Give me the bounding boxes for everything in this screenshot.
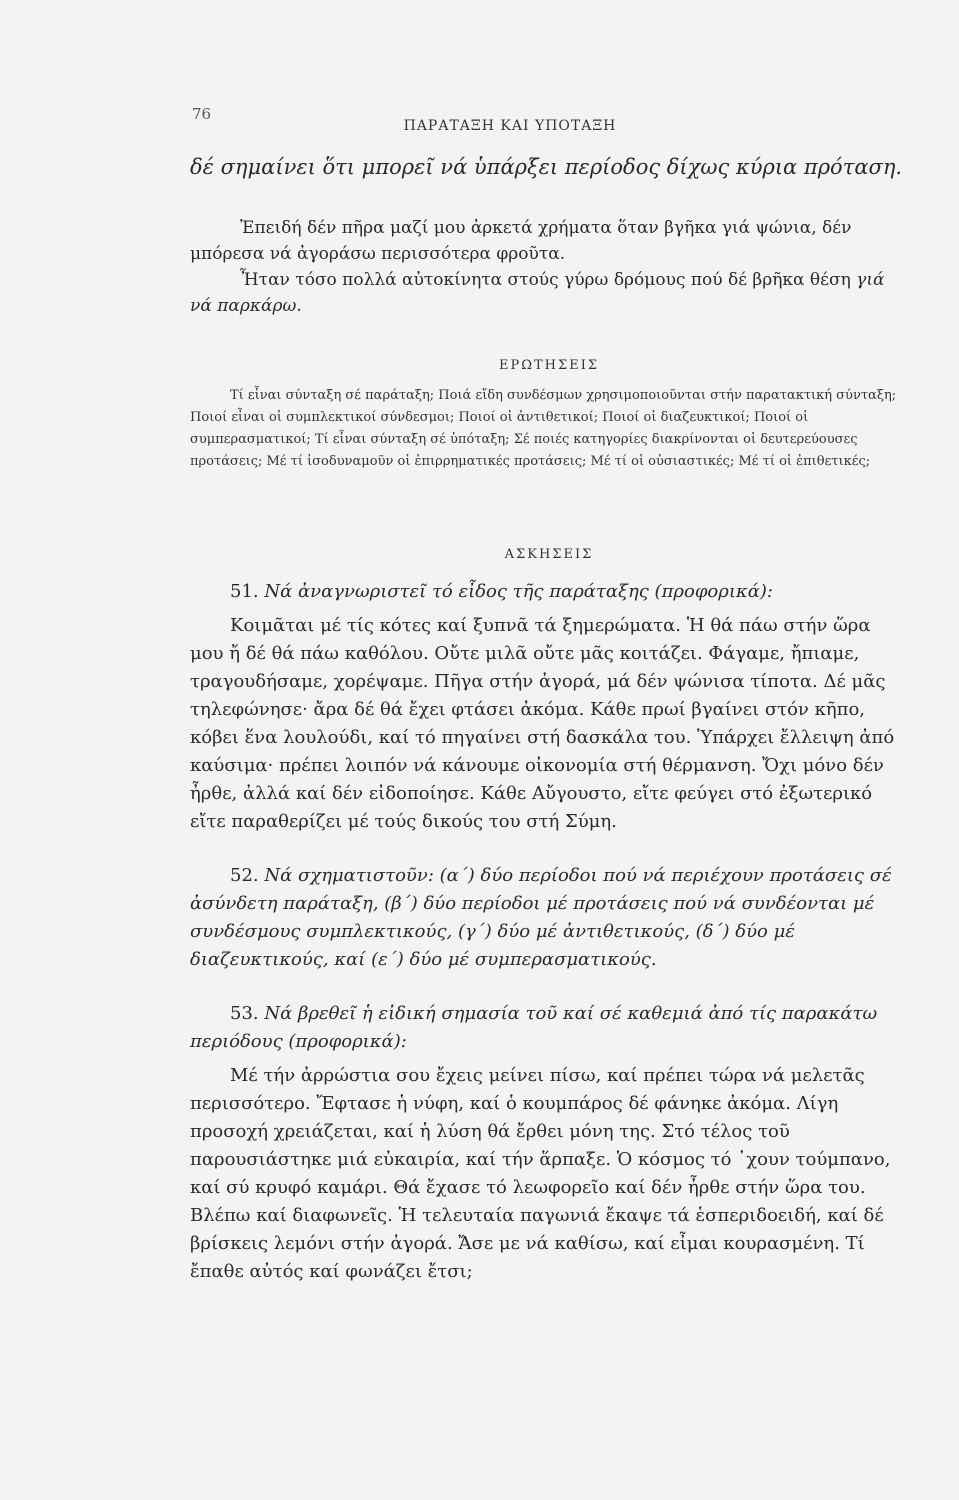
questions-section <box>190 385 908 473</box>
exercise-53 <box>190 1000 908 1286</box>
exercises-heading: ΑΣΚΗΣΕΙΣ <box>504 547 594 562</box>
exercise-51-body: Κοιμᾶται μέ τίς κότες καί ξυπνᾶ τά ξημερώματα. Ἡ θά πάω στήν ὥρα μου ἤ δέ θά πάω καθόλου. Οὔτε μιλᾶ οὔτε μᾶς κοιτάζει. Φάγαμε, ἤπιαμε, τραγουδήσαμε, χορέψαμε. Πῆγα στήν ἀγορά, μά δέν ψώνισα τίποτα. Δέ μᾶς τηλεφώνησε· ἄρα δέ θά ἔχει φτάσει ἀκόμα. Κάθε πρωί βγαίνει στόν κῆπο, κόβει ἕνα λουλούδι, καί τό πηγαίνει στή δασκάλα του. Ὑπάρχει ἔλλειψη ἀπό καύσιμα· πρέπει λοιπόν νά κάνουμε οἰκονομία στή θέρμανση. Ὄχι μόνο δέν ἦρθε, ἀλλά καί δέν εἰδοποίησε. Κάθε Αὔγουστο, εἴτε φεύγει στό ἐξωτερικό εἴτε παραθερίζει μέ τούς δικούς του στή Σύμη. <box>190 615 895 832</box>
example-sentences <box>190 215 908 319</box>
exercise-51 <box>190 578 908 836</box>
exercise-53-body: Μέ τήν ἀρρώστια σου ἔχεις μείνει πίσω, καί πρέπει τώρα νά μελετᾶς περισσότερο. Ἔφτασε ἡ νύφη, καί ὁ κουμπάρος δέ φάνηκε ἀκόμα. Λίγη προσοχή χρειάζεται, καί ἡ λύση θά ἔρθει μόνη της. Στό τέλος τοῦ παρουσιάστηκε μιά εὐκαιρία, καί τήν ἅρπαξε. Ὁ κόσμος τό ᾽χουν τούμπανο, καί σύ κρυφό καμάρι. Θά ἔχασε τό λεωφορεῖο καί δέν ἦρθε στήν ὥρα του. Βλέπω καί διαφωνεῖς. Ἡ τελευταία παγωνιά ἔκαψε τά ἑσπεριδοειδή, καί δέ βρίσκεις λεμόνι στήν ἀγορά. Ἄσε με νά καθίσω, καί εἶμαι κουρασμένη. Τί ἔπαθε αὐτός καί φωνάζει ἔτσι; <box>190 1065 891 1282</box>
example-sentence-2 <box>190 267 908 319</box>
running-title: ΠΑΡΑΤΑΞΗ ΚΑΙ ΥΠΟΤΑΞΗ <box>403 118 617 134</box>
exercise-51-header <box>190 578 908 606</box>
exercise-52-header <box>190 862 908 974</box>
exercise-number: 51. <box>230 581 259 602</box>
exercise-instruction: Νά ἀναγνωριστεῖ τό εἶδος τῆς παράταξης (προφορικά): <box>264 581 773 602</box>
example-sentence-1: Ἐπειδή δέν πῆρα μαζί μου ἀρκετά χρήματα ὅταν βγῆκα γιά ψώνια, δέν μπόρεσα νά ἀγοράσω περισσότερα φροῦτα. <box>190 218 852 264</box>
exercise-53-header <box>190 1000 908 1056</box>
exercise-instruction: Νά βρεθεῖ ἡ εἰδική σημασία τοῦ καί σέ καθεμιά ἀπό τίς παρακάτω περιόδους (προφορικά): <box>190 1003 878 1052</box>
exercise-instruction: Νά σχηματιστοῦν: (α΄) δύο περίοδοι πού νά περιέχουν προτάσεις σέ ἀσύνδετη παράταξη, (β΄) δύο περίοδοι μέ προτάσεις πού νά συνδέονται μέ συνδέσμους συμπλεκτικούς, (γ΄) δύο μέ ἀντιθετικούς, (δ΄) δύο μέ διαζευκτικούς, καί (ε΄) δύο μέ συμπερασματικούς. <box>190 865 892 970</box>
exercise-52 <box>190 862 908 974</box>
example-sentence-2-main: Ἦταν τόσο πολλά αὐτοκίνητα στούς γύρω δρόμους πού δέ βρῆκα θέση <box>240 270 851 290</box>
exercise-number: 53. <box>230 1003 259 1024</box>
example-sentence-2-italic: γιά νά παρκάρω. <box>190 270 885 316</box>
page-number: 76 <box>192 105 212 123</box>
questions-heading: ΕΡΩΤΗΣΕΙΣ <box>498 358 600 373</box>
lead-paragraph: δέ σημαίνει ὅτι μπορεῖ νά ὑπάρξει περίοδος δίχως κύρια πρόταση. <box>190 155 903 179</box>
exercise-number: 52. <box>230 865 259 886</box>
questions-text: Τί εἶναι σύνταξη σέ παράταξη; Ποιά εἴδη συνδέσμων χρησιμοποιοῦνται στήν παρατακτική σύνταξη; Ποιοί εἶναι οἱ συμπλεκτικοί σύνδεσμοι; Ποιοί οἱ ἀντιθετικοί; Ποιοί οἱ διαζευκτικοί; Ποιοί οἱ συμπερασματικοί; Τί εἶναι σύνταξη σέ ὑπόταξη; Σέ ποιές κατηγορίες διακρίνονται οἱ δευτερεύουσες προτάσεις; Μέ τί ἰσοδυναμοῦν οἱ ἐπιρρηματικές προτάσεις; Μέ τί οἱ οὐσιαστικές; Μέ τί οἱ ἐπιθετικές; <box>190 388 897 469</box>
